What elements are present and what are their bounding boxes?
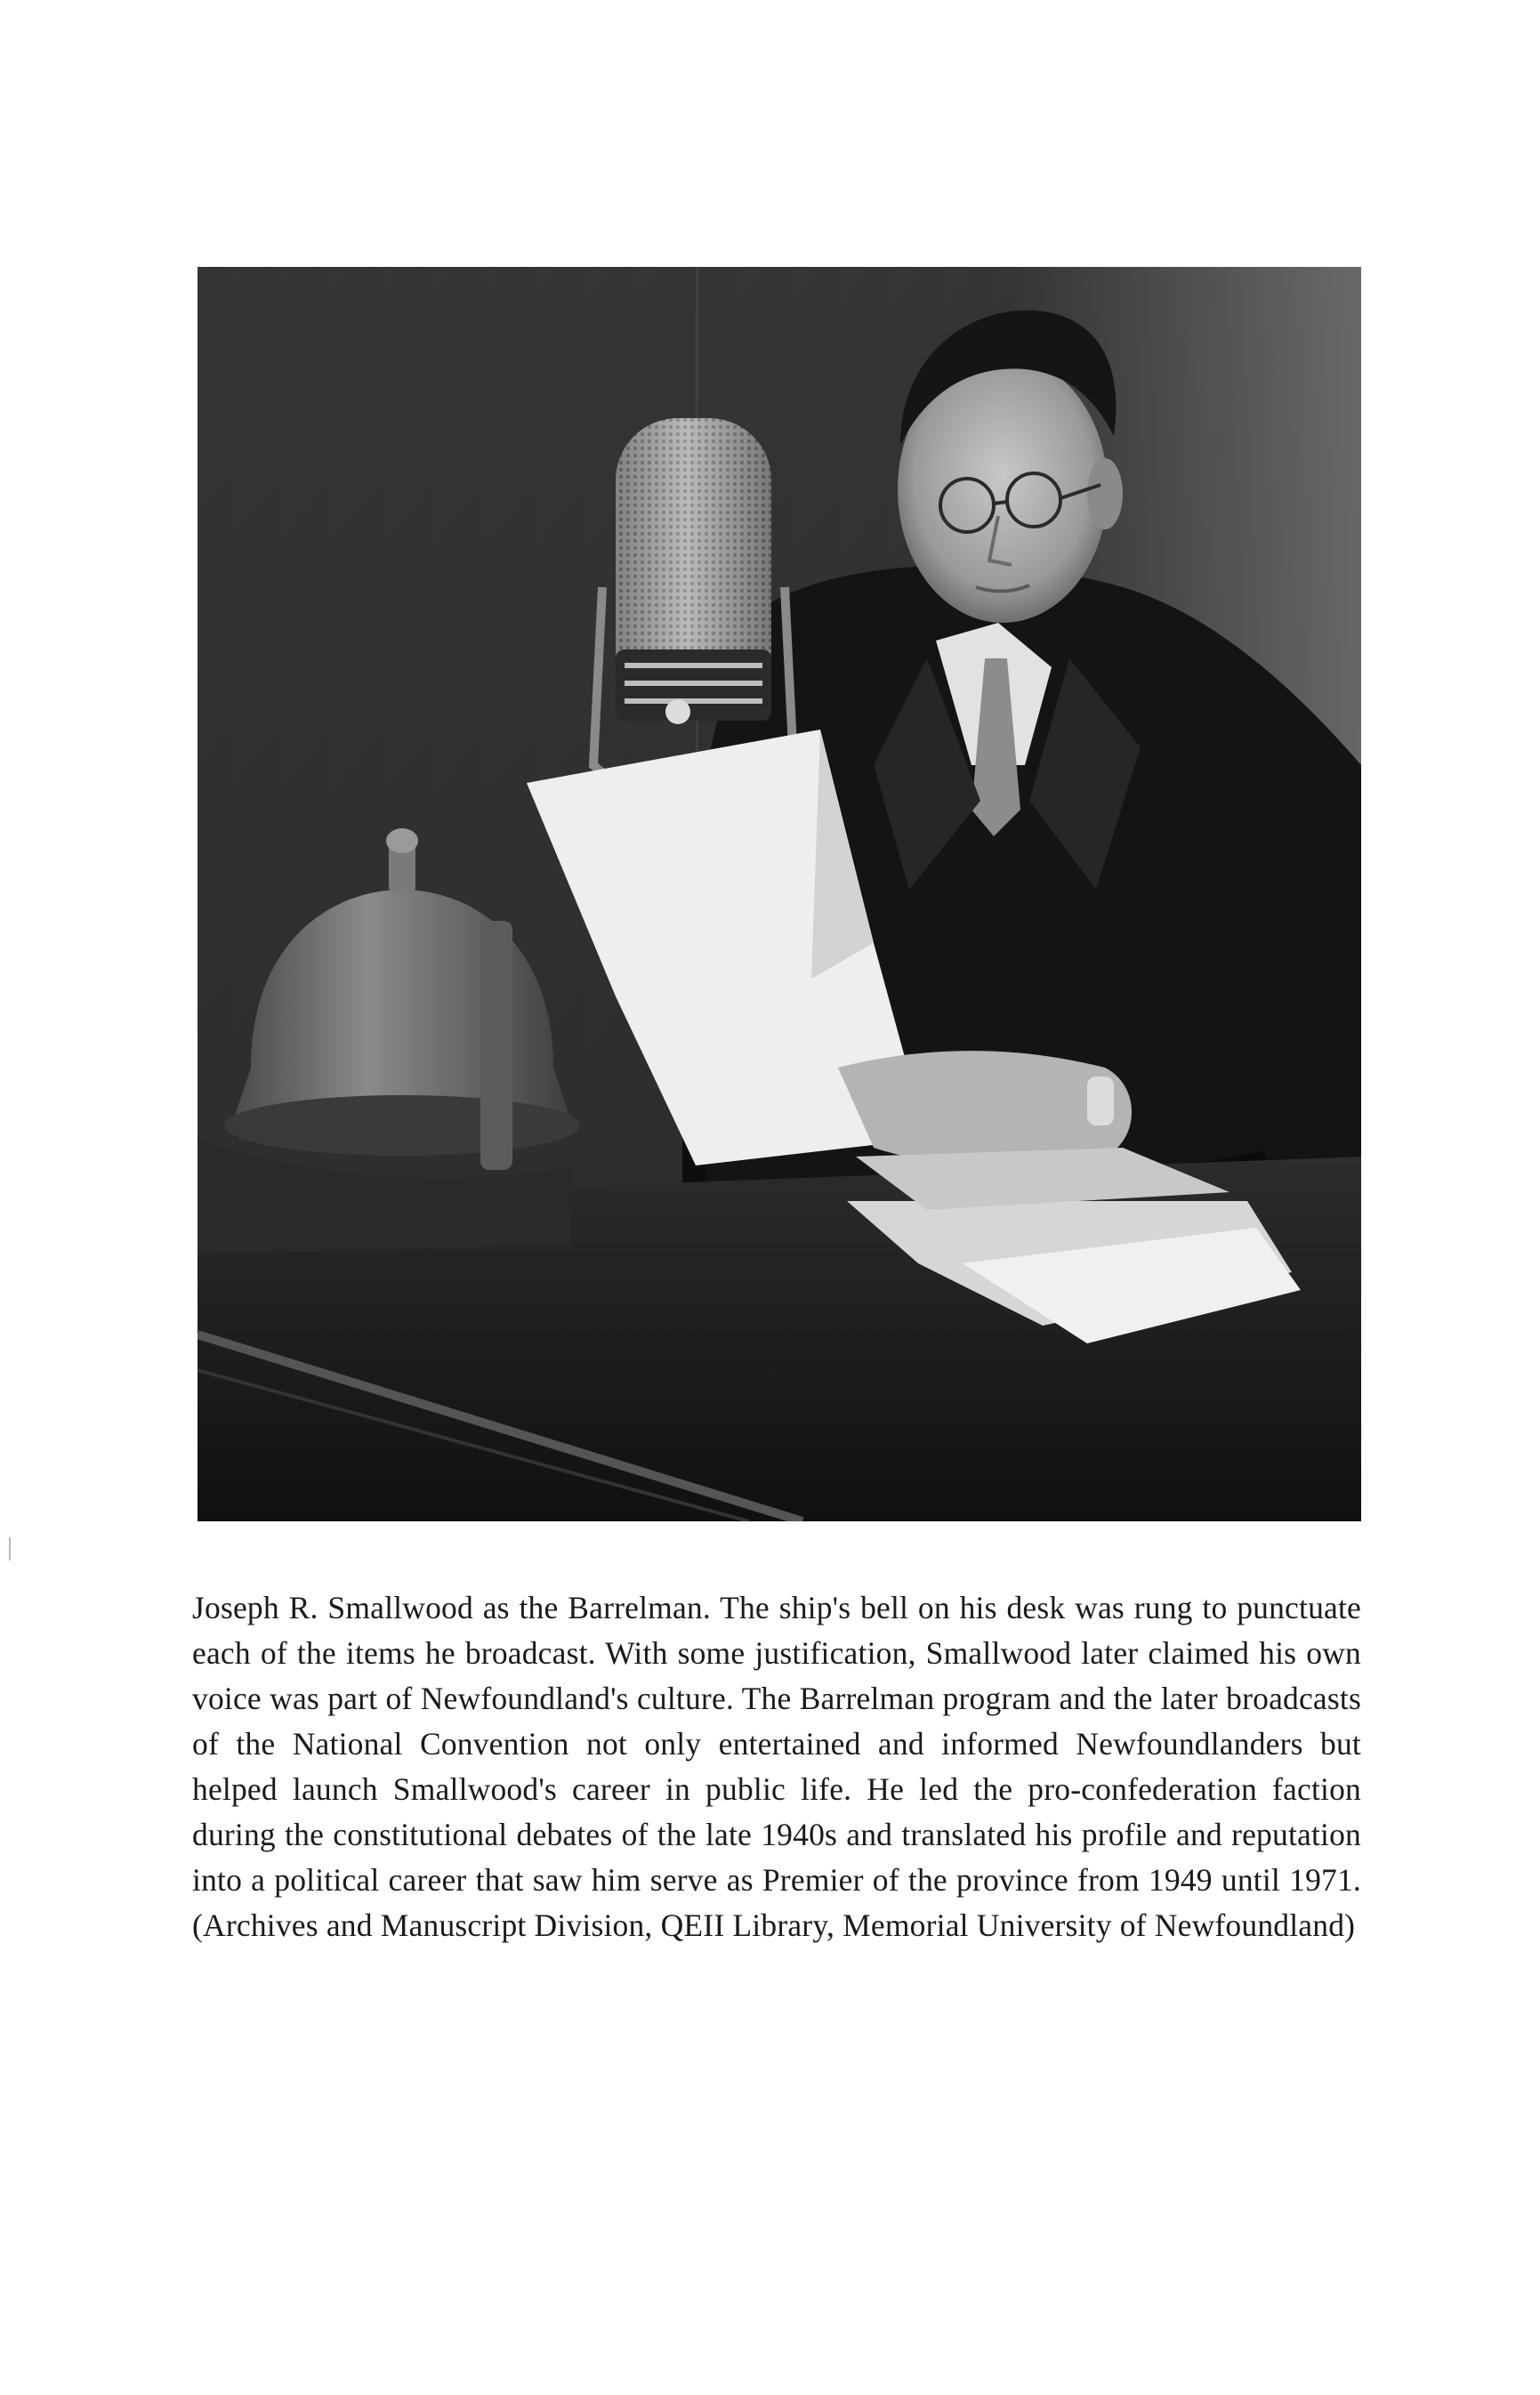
smallwood-broadcast-photo — [198, 267, 1361, 1521]
scan-margin-mark — [9, 1537, 11, 1560]
figure-caption: Joseph R. Smallwood as the Barrelman. The ship's bell on his desk was rung to punctuate each of the items he broadcast. With some justification, Smallwood later claimed his own voice was part of Newfoundland's culture. The Barrelman program and the later broadcasts of the National Convention not only entertained and informed Newfoundlanders but helped launch Smallwood's career in public life. He led the pro-confederation faction during the constitutional debates of the late 1940s and translated his profile and reputation into a political career that saw him serve as Premier of the province from 1949 until 1971. (Archives and Manuscript Division, QEII Library, Memorial University of Newfoundland) — [192, 1590, 1361, 1943]
